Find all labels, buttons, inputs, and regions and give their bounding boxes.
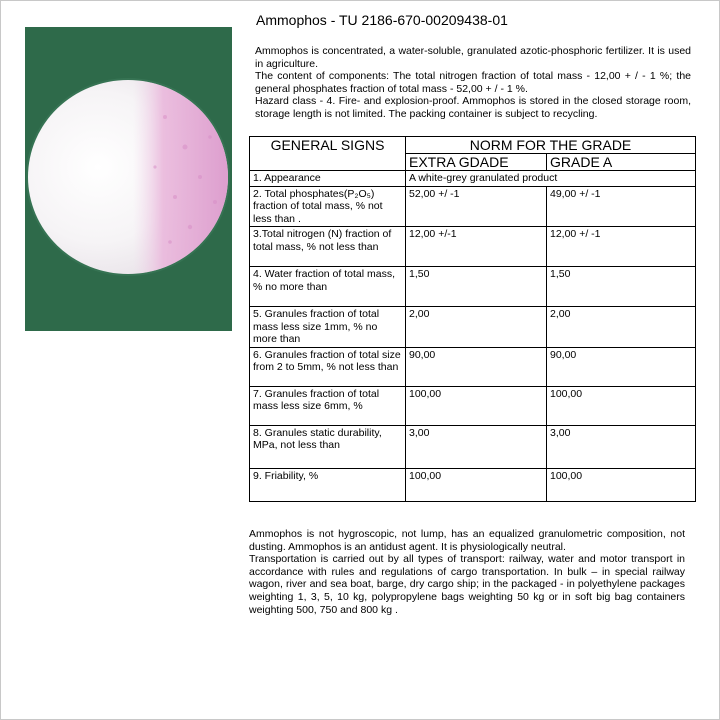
intro-paragraph: Hazard class - 4. Fire- and explosion-proof. Ammophos is stored in the closed storage room, storage length is not limited. The packing container is subject to recycling. xyxy=(255,95,691,120)
header-extra-grade: EXTRA GDADE xyxy=(406,154,547,171)
footer-text xyxy=(249,528,685,616)
intro-paragraph: Ammophos is concentrated, a water-soluble, granulated azotic-phosphoric fertilizer. It is used in agriculture. xyxy=(255,45,691,70)
grade-a-value: 90,00 xyxy=(547,347,696,386)
extra-grade-value: 52,00 +/ -1 xyxy=(406,186,547,227)
row-label: 2. Total phosphates(P₂O₅) fraction of total mass, % not less than . xyxy=(250,186,406,227)
footer-paragraph: Ammophos is not hygroscopic, not lump, has an equalized granulometric composition, not dusting. Ammophos is an antidust agent. It is physiologically neutral. xyxy=(249,528,685,553)
extra-grade-value: 100,00 xyxy=(406,386,547,425)
extra-grade-value: 90,00 xyxy=(406,347,547,386)
product-photo xyxy=(25,27,232,331)
row-label: 4. Water fraction of total mass, % no more than xyxy=(250,267,406,307)
table-row xyxy=(250,386,696,425)
header-norm-for-grade: NORM FOR THE GRADE xyxy=(406,137,696,154)
grade-a-value: 100,00 xyxy=(547,386,696,425)
row-label: 9. Friability, % xyxy=(250,468,406,501)
table-row xyxy=(250,425,696,468)
row-label: 8. Granules static durability, MPa, not less than xyxy=(250,425,406,468)
appearance-value: A white-grey granulated product xyxy=(406,171,696,187)
table-row xyxy=(250,468,696,501)
spec-table xyxy=(249,136,696,502)
grade-a-value: 49,00 +/ -1 xyxy=(547,186,696,227)
grade-a-value: 2,00 xyxy=(547,307,696,348)
row-label: 5. Granules fraction of total mass less size 1mm, % no more than xyxy=(250,307,406,348)
header-grade-a: GRADE A xyxy=(547,154,696,171)
grade-a-value: 100,00 xyxy=(547,468,696,501)
table-row xyxy=(250,186,696,227)
page-title: Ammophos - TU 2186-670-00209438-01 xyxy=(256,12,508,28)
extra-grade-value: 12,00 +/-1 xyxy=(406,227,547,267)
grade-a-value: 3,00 xyxy=(547,425,696,468)
extra-grade-value: 3,00 xyxy=(406,425,547,468)
row-label: 1. Appearance xyxy=(250,171,406,187)
table-row xyxy=(250,307,696,348)
footer-paragraph: Transportation is carried out by all types of transport: railway, water and motor transport in accordance with rules and regulations of cargo transportation. In bulk – in special railway wagon, river and sea boat, barge, dry cargo ship; in the packaged - in polyethylene packages weighting 1, 3, 5, 10 kg, polypropylene bags weighting 50 kg or in soft big bag containers weighting 500, 750 and 800 kg . xyxy=(249,553,685,616)
row-label: 3.Total nitrogen (N) fraction of total mass, % not less than xyxy=(250,227,406,267)
extra-grade-value: 100,00 xyxy=(406,468,547,501)
granule-pile-image xyxy=(25,27,232,331)
grade-a-value: 1,50 xyxy=(547,267,696,307)
table-row xyxy=(250,267,696,307)
header-general-signs: GENERAL SIGNS xyxy=(250,137,406,171)
table-row xyxy=(250,347,696,386)
extra-grade-value: 1,50 xyxy=(406,267,547,307)
intro-text xyxy=(255,45,691,121)
table-row xyxy=(250,227,696,267)
extra-grade-value: 2,00 xyxy=(406,307,547,348)
intro-paragraph: The content of components: The total nitrogen fraction of total mass - 12,00 + / - 1 %; the general phosphates fraction of total mass - 52,00 + / - 1 %. xyxy=(255,70,691,95)
grade-a-value: 12,00 +/ -1 xyxy=(547,227,696,267)
row-label: 6. Granules fraction of total size from 2 to 5mm, % not less than xyxy=(250,347,406,386)
row-label: 7. Granules fraction of total mass less size 6mm, % xyxy=(250,386,406,425)
